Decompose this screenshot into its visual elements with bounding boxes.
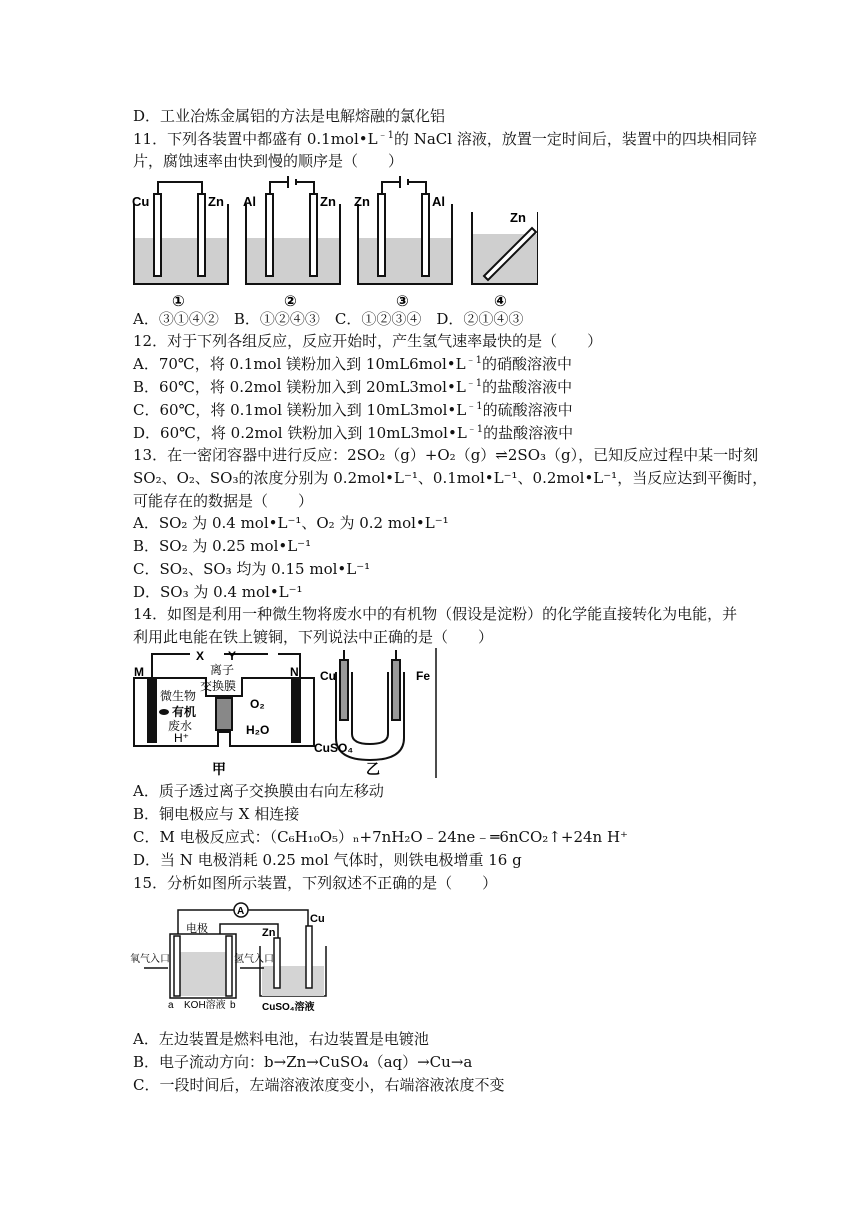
label-ammeter: A — [237, 906, 245, 917]
label-membrane: 交换膜 — [200, 679, 237, 693]
label-m: M — [134, 665, 144, 679]
label-yi: 乙 — [366, 761, 380, 777]
num-2: ② — [284, 293, 297, 310]
label-o2-inlet: 氧气入口 — [130, 954, 170, 965]
label-koh: KOH溶液 — [184, 1000, 226, 1011]
label-cu: Cu — [310, 913, 325, 925]
num-4: ④ — [494, 293, 507, 310]
q13-option-b: B．SO₂ 为 0.25 mol•L⁻¹ — [133, 537, 312, 555]
label-a: a — [168, 1000, 174, 1011]
beaker-2 — [246, 176, 340, 284]
label-o2: O₂ — [250, 697, 265, 711]
label-lizi: 离子 — [210, 663, 235, 677]
label-zn: Zn — [262, 927, 276, 939]
label-cuso4-soln: CuSO₄溶液 — [262, 1002, 315, 1013]
q15-option-a: A．左边装置是燃料电池，右边装置是电镀池 — [133, 1030, 429, 1048]
q15-figure — [130, 896, 330, 1020]
num-1: ① — [172, 293, 185, 310]
q12-stem: 12．对于下列各组反应，反应开始时，产生氢气速率最快的是（ ） — [133, 332, 603, 350]
label-b: b — [230, 1000, 236, 1011]
label-h2-inlet: 氢气入口 — [234, 954, 274, 965]
label-jia: 甲 — [212, 761, 226, 777]
label-fe: Fe — [416, 669, 431, 683]
label-zn-4: Zn — [510, 210, 526, 225]
q15-option-b: B．电子流动方向：b→Zn→CuSO₄（aq）→Cu→a — [133, 1053, 473, 1071]
label-h: H⁺ — [174, 731, 189, 745]
q11-stem-line2: 片，腐蚀速率由快到慢的顺序是（ ） — [133, 152, 404, 170]
q13-stem-line2: SO₂、O₂、SO₃的浓度分别为 0.2mol•L⁻¹、0.1mol•L⁻¹、0.2mol•L⁻¹，当反应达到平衡时， — [133, 469, 768, 487]
q14-stem-line1: 14．如图是利用一种微生物将废水中的有机物（假设是淀粉）的化学能直接转化为电能，并 — [133, 605, 738, 623]
q10-option-d: D．工业冶炼金属铝的方法是电解熔融的氯化铝 — [133, 107, 446, 125]
q12-option-a: A．70℃，将 0.1mol 镁粉加入到 $10mL6mol•L^{﹣1}$的硝酸溶液中 — [133, 355, 572, 373]
q14-option-a: A．质子透过离子交换膜由右向左移动 — [133, 782, 384, 800]
q11-figure — [128, 172, 538, 310]
q15-option-c: C．一段时间后，左端溶液浓度变小，右端溶液浓度不变 — [133, 1076, 505, 1094]
q14-option-c: C．M 电极反应式：（C₆H₁₀O₅）ₙ+7nH₂O﹣24ne﹣═6nCO₂↑+24n H⁺ — [133, 828, 628, 846]
label-waste: 废水 — [168, 719, 193, 733]
label-zn-2: Zn — [320, 194, 336, 209]
label-zn-1: Zn — [208, 194, 224, 209]
label-cuso4: CuSO₄ — [314, 741, 354, 755]
label-al-3: Al — [432, 194, 445, 209]
q12-option-d: D．60℃，将 0.2mol 铁粉加入到 $10mL3mol•L^{﹣1}$的盐酸溶液中 — [133, 424, 574, 442]
label-x: X — [196, 649, 205, 663]
q12-option-b: B．60℃，将 0.2mol 镁粉加入到 $20mL3mol•L^{﹣1}$的盐酸溶液中 — [133, 378, 573, 396]
label-y: Y — [228, 649, 237, 663]
q14-option-b: B．铜电极应与 X 相连接 — [133, 805, 300, 823]
label-organic: 有机 — [172, 705, 197, 719]
q14-figure — [130, 648, 440, 780]
q12-option-c: C．60℃，将 0.1mol 镁粉加入到 $10mL3mol•L^{﹣1}$的硫酸溶液中 — [133, 401, 573, 419]
label-n: N — [290, 665, 299, 679]
q11-stem-line1: 11．下列各装置中都盛有 $0.1mol•L^{﹣1}$的 NaCl 溶液，放置一定时间后，装置中的四块相同锌 — [133, 130, 757, 148]
label-cu-1: Cu — [132, 194, 150, 209]
q13-option-c: C．SO₂、SO₃ 均为 0.15 mol•L⁻¹ — [133, 560, 371, 578]
q14-stem-line2: 利用此电能在铁上镀铜，下列说法中正确的是（ ） — [133, 628, 494, 646]
q15-stem: 15．分析如图所示装置，下列叙述不正确的是（ ） — [133, 874, 498, 892]
beaker-4 — [472, 212, 538, 284]
label-electrode: 电极 — [186, 923, 208, 935]
q13-option-a: A．SO₂ 为 0.4 mol•L⁻¹、O₂ 为 0.2 mol•L⁻¹ — [133, 514, 449, 532]
label-al-2: Al — [243, 194, 256, 209]
q13-option-d: D．SO₃ 为 0.4 mol•L⁻¹ — [133, 583, 303, 601]
q13-stem-line1: 13．在一密闭容器中进行反应：2SO₂（g）+O₂（g）⇌2SO₃（g），已知反应过程中某一时刻 — [133, 446, 759, 464]
beaker-3 — [358, 176, 452, 284]
label-zn-3: Zn — [354, 194, 370, 209]
q14-option-d: D．当 N 电极消耗 0.25 mol 气体时，则铁电极增重 16 g — [133, 851, 522, 869]
label-microbe: 微生物 — [160, 689, 197, 703]
q13-stem-line3: 可能存在的数据是（ ） — [133, 492, 314, 510]
label-cu: Cu — [320, 669, 336, 683]
label-h2o: H₂O — [246, 723, 270, 737]
q11-options: A．③①④② B．①②④③ C．①②③④ D．②①④③ — [133, 310, 524, 328]
num-3: ③ — [396, 293, 409, 310]
